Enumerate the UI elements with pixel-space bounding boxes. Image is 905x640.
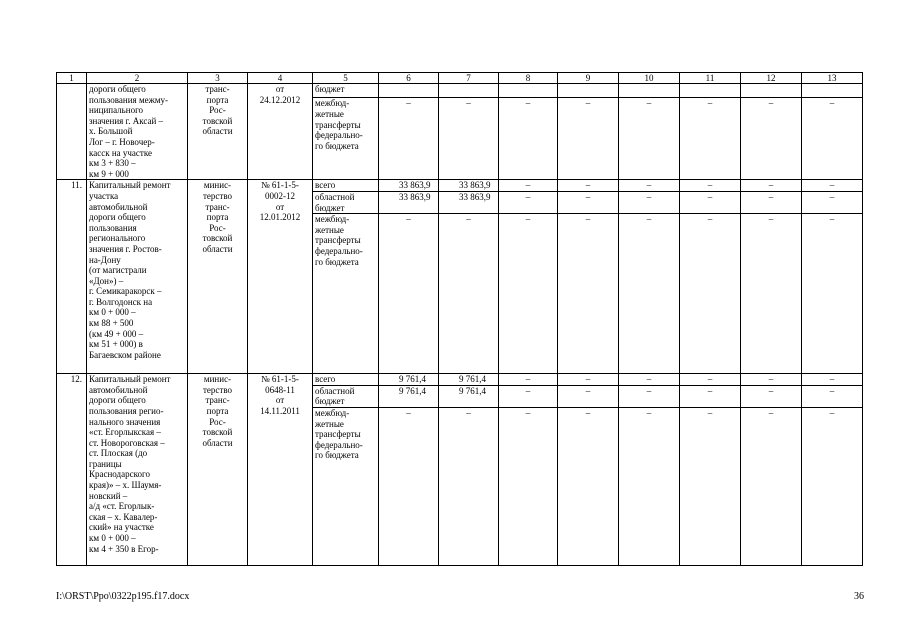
value-cell: – bbox=[439, 98, 499, 180]
value-cell: – bbox=[499, 385, 558, 407]
value-cell: – bbox=[619, 214, 680, 374]
source-label: межбюд- жетные трансферты федерально- го бюджета bbox=[313, 214, 379, 374]
value-cell: – bbox=[741, 374, 802, 386]
value-cell: – bbox=[741, 98, 802, 180]
value-cell: 9 761,4 bbox=[439, 374, 499, 386]
value-cell: – bbox=[802, 385, 863, 407]
value-cell: – bbox=[802, 98, 863, 180]
organization: минис- терство транс- порта Рос- товской области bbox=[188, 374, 248, 566]
value-cell: – bbox=[558, 191, 619, 213]
value-cell: – bbox=[558, 374, 619, 386]
col-header: 6 bbox=[379, 73, 439, 84]
document-ref: № 61-1-5- 0002-12 от 12.01.2012 bbox=[248, 180, 313, 374]
row-index: 12. bbox=[57, 374, 87, 566]
source-label: областной бюджет bbox=[313, 191, 379, 213]
value-cell: – bbox=[499, 180, 558, 192]
value-cell: – bbox=[680, 214, 741, 374]
source-label: всего bbox=[313, 180, 379, 192]
value-cell: – bbox=[802, 407, 863, 565]
value-cell: – bbox=[680, 374, 741, 386]
col-header: 8 bbox=[499, 73, 558, 84]
col-header: 10 bbox=[619, 73, 680, 84]
value-cell: – bbox=[499, 214, 558, 374]
value-cell: – bbox=[499, 191, 558, 213]
value-cell: – bbox=[741, 191, 802, 213]
object-name: Капитальный ремонт участка автомобильной дороги общего пользования регионального значения г. Ростов- на-Дону (от магистрали «Дон») – г. Семикаракорск – г. Волгодонск на км 0 + 000 – км 88 + 500 (км 49 + 000 – км 51 + 000) в Багаевском районе bbox=[87, 180, 188, 374]
value-cell: – bbox=[619, 385, 680, 407]
col-header: 11 bbox=[680, 73, 741, 84]
row-index bbox=[57, 84, 87, 180]
value-cell: – bbox=[558, 98, 619, 180]
value-cell: – bbox=[619, 98, 680, 180]
table-row bbox=[57, 374, 863, 386]
table-row bbox=[57, 84, 863, 98]
value-cell: – bbox=[741, 180, 802, 192]
col-header: 13 bbox=[802, 73, 863, 84]
object-name: дороги общего пользования межму- ниципального значения г. Аксай – х. Большой Лог – г. Новочер- касск на участке км 3 + 830 – км 9 + 000 bbox=[87, 84, 188, 180]
object-name: Капитальный ремонт автомобильной дороги общего пользования регио- нального значения «ст. Егорлыкская – ст. Новороговская – ст. Плоская (до границы Краснодарского края)» – х. Шаумя- новский – а/д «ст. Егорлык- ская – х. Кавалер- ский» на участке км 0 + 000 – км 4 + 350 в Егор- bbox=[87, 374, 188, 566]
page-number: 36 bbox=[854, 591, 864, 602]
value-cell: – bbox=[558, 180, 619, 192]
value-cell: – bbox=[499, 374, 558, 386]
value-cell: – bbox=[741, 214, 802, 374]
value-cell: 33 863,9 bbox=[379, 180, 439, 192]
value-cell: – bbox=[802, 180, 863, 192]
value-cell: – bbox=[558, 407, 619, 565]
document-ref: от 24.12.2012 bbox=[248, 84, 313, 180]
value-cell: – bbox=[680, 98, 741, 180]
value-cell: – bbox=[680, 385, 741, 407]
value-cell: – bbox=[558, 214, 619, 374]
col-header: 7 bbox=[439, 73, 499, 84]
value-cell: – bbox=[802, 214, 863, 374]
source-label: бюджет bbox=[313, 84, 379, 98]
col-header: 1 bbox=[57, 73, 87, 84]
source-label: областной бюджет bbox=[313, 385, 379, 407]
header-row bbox=[57, 73, 863, 84]
source-label: межбюд- жетные трансферты федерально- го бюджета bbox=[313, 407, 379, 565]
table-row bbox=[57, 180, 863, 192]
value-cell: – bbox=[558, 385, 619, 407]
col-header: 12 bbox=[741, 73, 802, 84]
col-header: 4 bbox=[248, 73, 313, 84]
col-header: 9 bbox=[558, 73, 619, 84]
budget-table bbox=[56, 72, 863, 566]
value-cell: – bbox=[619, 374, 680, 386]
value-cell: – bbox=[680, 191, 741, 213]
organization: транс- порта Рос- товской области bbox=[188, 84, 248, 180]
value-cell: – bbox=[619, 191, 680, 213]
organization: минис- терство транс- порта Рос- товской области bbox=[188, 180, 248, 374]
source-label: всего bbox=[313, 374, 379, 386]
value-cell: 33 863,9 bbox=[439, 191, 499, 213]
value-cell: – bbox=[680, 180, 741, 192]
value-cell: 9 761,4 bbox=[439, 385, 499, 407]
value-cell: – bbox=[439, 407, 499, 565]
value-cell: – bbox=[439, 214, 499, 374]
value-cell: – bbox=[619, 407, 680, 565]
footer-file-path: I:\ORST\Ppo\0322p195.f17.docx bbox=[56, 591, 190, 602]
value-cell: – bbox=[379, 214, 439, 374]
document-ref: № 61-1-5- 0648-11 от 14.11.2011 bbox=[248, 374, 313, 566]
value-cell: 9 761,4 bbox=[379, 385, 439, 407]
source-label: межбюд- жетные трансферты федерально- го бюджета bbox=[313, 98, 379, 180]
col-header: 2 bbox=[87, 73, 188, 84]
value-cell: – bbox=[741, 407, 802, 565]
value-cell: – bbox=[619, 180, 680, 192]
value-cell: – bbox=[379, 98, 439, 180]
value-cell: – bbox=[802, 374, 863, 386]
value-cell: – bbox=[499, 98, 558, 180]
value-cell: – bbox=[741, 385, 802, 407]
value-cell: 9 761,4 bbox=[379, 374, 439, 386]
value-cell: – bbox=[499, 407, 558, 565]
value-cell: 33 863,9 bbox=[379, 191, 439, 213]
value-cell: – bbox=[680, 407, 741, 565]
col-header: 3 bbox=[188, 73, 248, 84]
row-index: 11. bbox=[57, 180, 87, 374]
col-header: 5 bbox=[313, 73, 379, 84]
value-cell: – bbox=[802, 191, 863, 213]
value-cell: – bbox=[379, 407, 439, 565]
value-cell: 33 863,9 bbox=[439, 180, 499, 192]
